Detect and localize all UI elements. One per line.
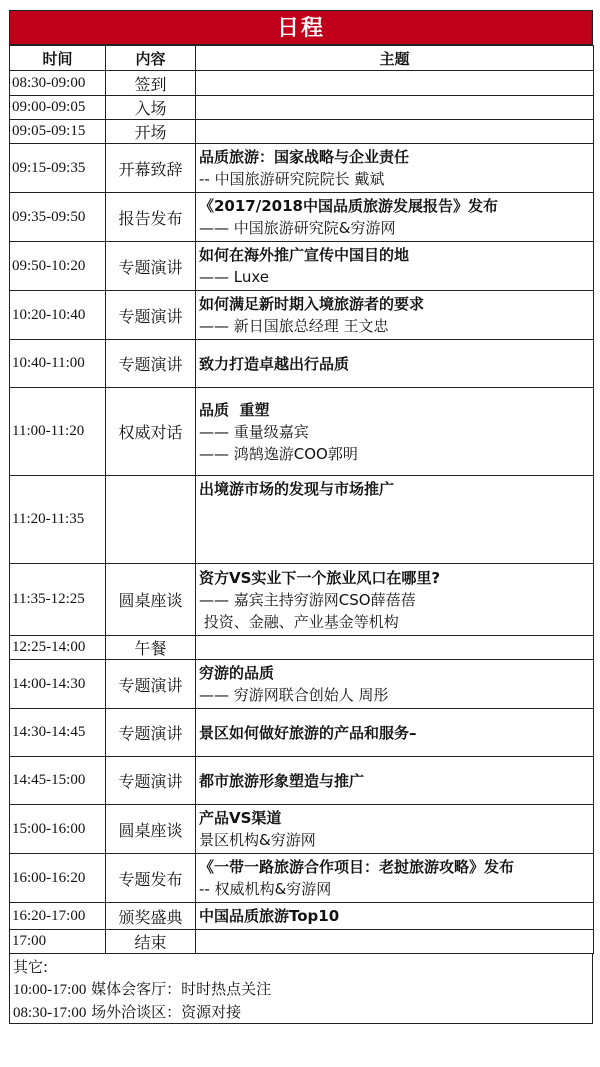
row-type: 入场 [106, 96, 196, 120]
topic-title: 如何满足新时期入境旅游者的要求 [199, 295, 425, 313]
topic-title: 如何在海外推广宣传中国目的地 [199, 246, 410, 264]
topic-speaker: —— 新日国旅总经理 王文忠 [199, 317, 389, 335]
header-topic: 主题 [196, 46, 594, 71]
table-row [10, 903, 594, 930]
row-type: 报告发布 [106, 193, 196, 242]
topic-title: 出境游市场的发现与市场推广 [199, 480, 395, 498]
other-item-text: 场外洽谈区：资源对接 [91, 1003, 242, 1021]
row-topic [196, 242, 594, 291]
row-topic [196, 291, 594, 340]
row-time: 10:20-10:40 [10, 291, 106, 340]
row-type: 专题演讲 [106, 340, 196, 388]
row-type: 午餐 [106, 636, 196, 660]
table-row [10, 291, 594, 340]
topic-speaker: —— 中国旅游研究院&穷游网 [199, 219, 396, 237]
row-time: 11:00-11:20 [10, 388, 106, 476]
row-time: 10:40-11:00 [10, 340, 106, 388]
row-topic [196, 144, 594, 193]
topic-title: 景区如何做好旅游的产品和服务– [199, 723, 417, 742]
row-time: 09:05-09:15 [10, 120, 106, 144]
row-type: 开场 [106, 120, 196, 144]
topic-title: 资方VS实业下一个旅业风口在哪里? [199, 568, 441, 587]
row-time: 12:25-14:00 [10, 636, 106, 660]
row-time: 09:35-09:50 [10, 193, 106, 242]
other-label: 其它: [13, 958, 49, 976]
topic-title: 产品VS渠道 [199, 809, 282, 827]
row-topic [196, 660, 594, 709]
row-type: 圆桌座谈 [106, 564, 196, 636]
row-topic [196, 709, 594, 757]
header-type: 内容 [106, 46, 196, 71]
topic-title: 品质 重塑 [199, 400, 270, 419]
topic-speaker: —— 重量级嘉宾 [199, 422, 309, 441]
row-topic [196, 564, 594, 636]
row-topic [196, 903, 594, 930]
table-row [10, 709, 594, 757]
row-type: 开幕致辞 [106, 144, 196, 193]
other-item [13, 978, 589, 1001]
table-row [10, 564, 594, 636]
row-type: 权威对话 [106, 388, 196, 476]
row-topic [196, 805, 594, 854]
row-time: 17:00 [10, 930, 106, 954]
row-type: 专题演讲 [106, 291, 196, 340]
topic-title: 穷游的品质 [199, 664, 275, 682]
row-time: 11:20-11:35 [10, 476, 106, 564]
table-row [10, 242, 594, 291]
row-time: 11:35-12:25 [10, 564, 106, 636]
row-time: 16:20-17:00 [10, 903, 106, 930]
other-item-time: 10:00-17:00 [13, 982, 87, 998]
row-type: 结束 [106, 930, 196, 954]
row-topic [196, 71, 594, 96]
topic-title: 致力打造卓越出行品质 [199, 354, 350, 373]
schedule-sheet [9, 10, 593, 1024]
table-row [10, 388, 594, 476]
table-row [10, 476, 594, 564]
topic-title: 《一带一路旅游合作项目：老挝旅游攻略》发布 [199, 858, 515, 876]
table-row [10, 757, 594, 805]
topic-title: 都市旅游形象塑造与推广 [199, 771, 365, 790]
other-item-time: 08:30-17:00 [13, 1005, 87, 1021]
row-time: 08:30-09:00 [10, 71, 106, 96]
row-type: 专题演讲 [106, 709, 196, 757]
row-time: 14:45-15:00 [10, 757, 106, 805]
table-row [10, 71, 594, 96]
row-time: 14:30-14:45 [10, 709, 106, 757]
topic-speaker: 投资、金融、产业基金等机构 [199, 612, 399, 631]
table-row [10, 636, 594, 660]
row-type: 颁奖盛典 [106, 903, 196, 930]
header-row [10, 46, 594, 71]
table-row [10, 193, 594, 242]
topic-speaker: —— 穷游网联合创始人 周彤 [199, 686, 389, 704]
row-type: 专题发布 [106, 854, 196, 903]
table-row [10, 660, 594, 709]
topic-speaker: —— Luxe [199, 268, 270, 286]
table-row [10, 120, 594, 144]
topic-speaker: —— 嘉宾主持穷游网CSO薛蓓蓓 [199, 590, 416, 609]
topic-title: 品质旅游：国家战略与企业责任 [199, 148, 410, 166]
row-topic [196, 96, 594, 120]
row-time: 09:50-10:20 [10, 242, 106, 291]
row-time: 14:00-14:30 [10, 660, 106, 709]
topic-speaker: 景区机构&穷游网 [199, 831, 316, 849]
row-topic [196, 757, 594, 805]
row-topic [196, 636, 594, 660]
table-row [10, 144, 594, 193]
row-topic [196, 193, 594, 242]
row-topic [196, 854, 594, 903]
row-time: 15:00-16:00 [10, 805, 106, 854]
table-row [10, 854, 594, 903]
topic-speaker: -- 中国旅游研究院院长 戴斌 [199, 170, 385, 188]
row-time: 09:15-09:35 [10, 144, 106, 193]
topic-speaker: -- 权威机构&穷游网 [199, 880, 332, 898]
table-row [10, 96, 594, 120]
row-topic [196, 340, 594, 388]
table-row [10, 805, 594, 854]
topic-title: 中国品质旅游Top10 [199, 907, 340, 925]
row-type: 专题演讲 [106, 660, 196, 709]
row-time: 09:00-09:05 [10, 96, 106, 120]
row-time: 16:00-16:20 [10, 854, 106, 903]
other-item-text: 媒体会客厅：时时热点关注 [91, 980, 272, 998]
schedule-title: 日程 [9, 10, 593, 45]
row-topic [196, 930, 594, 954]
schedule-rows [10, 71, 594, 954]
row-type: 签到 [106, 71, 196, 96]
row-type: 圆桌座谈 [106, 805, 196, 854]
other-item [13, 1001, 589, 1024]
row-topic [196, 476, 594, 564]
topic-speaker: —— 鸿鹄逸游COO郭明 [199, 444, 358, 463]
row-topic [196, 388, 594, 476]
row-type [106, 476, 196, 564]
topic-title: 《2017/2018中国品质旅游发展报告》发布 [199, 197, 498, 215]
row-type: 专题演讲 [106, 757, 196, 805]
other-notes [9, 954, 593, 1024]
header-time: 时间 [10, 46, 106, 71]
table-row [10, 340, 594, 388]
schedule-table [9, 45, 594, 954]
row-type: 专题演讲 [106, 242, 196, 291]
table-row [10, 930, 594, 954]
row-topic [196, 120, 594, 144]
